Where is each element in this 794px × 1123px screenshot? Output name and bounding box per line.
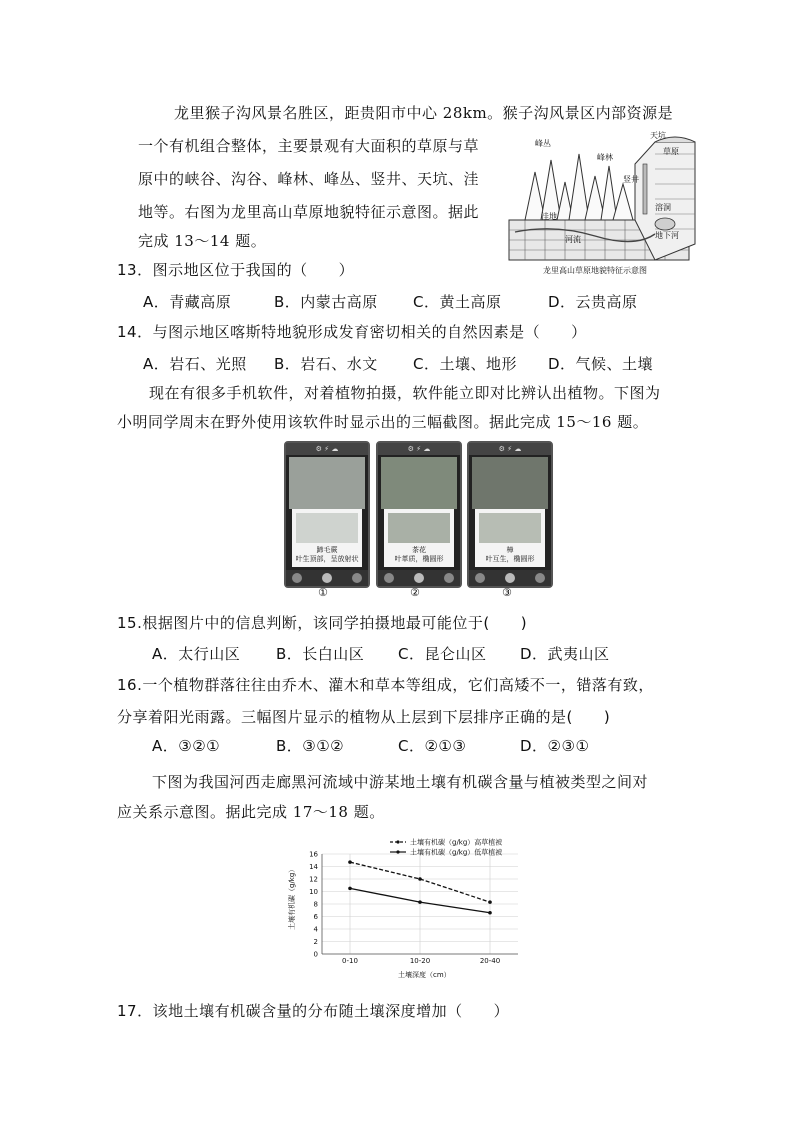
plant-info-card	[384, 509, 454, 567]
plant-name: 樟	[506, 546, 514, 554]
q14-option-d[interactable]: D．气候、土壤	[548, 355, 654, 373]
label-peak-cluster: 峰丛	[535, 139, 551, 148]
label-river: 河流	[565, 235, 581, 244]
q15-stem: 15.根据图片中的信息判断，该同学拍摄地最可能位于( )	[117, 614, 528, 632]
plant-info-card	[475, 509, 545, 567]
phone-toolbar	[378, 570, 460, 586]
y-tick-label: 16	[309, 850, 318, 859]
camera-button[interactable]	[414, 573, 424, 583]
plant-name: 蹄毛蕨	[316, 546, 338, 554]
karst-landform-figure	[505, 124, 700, 276]
q13-option-a[interactable]: A．青藏高原	[143, 293, 232, 311]
plant-desc: 叶生顶部，呈放射状	[295, 555, 359, 563]
phone-status-bar: ⚙ ⚡ ☁	[378, 443, 460, 455]
phone-toolbar	[469, 570, 551, 586]
q13-option-d[interactable]: D．云贵高原	[548, 293, 638, 311]
q16-option-a[interactable]: A．③②①	[152, 737, 221, 755]
phone-screenshot-2	[376, 441, 462, 588]
y-tick-label: 12	[309, 875, 318, 884]
y-tick-label: 10	[309, 888, 318, 896]
camera-button[interactable]	[322, 573, 332, 583]
plant-photo	[289, 457, 365, 509]
chart-legend	[390, 838, 502, 857]
intro2-line-2: 小明同学周末在野外使用该软件时显示出的三幅截图。据此完成 15～16 题。	[117, 413, 649, 431]
intro1-line-3: 原中的峡谷、沟谷、峰林、峰丛、竖井、天坑、洼	[138, 170, 480, 188]
intro1-line-1: 龙里猴子沟风景名胜区，距贵阳市中心 28km。猴子沟风景区内部资源是	[174, 104, 674, 122]
gallery-button[interactable]	[384, 573, 394, 583]
plant-thumb	[388, 513, 450, 543]
q13-stem: 13．图示地区位于我国的（ ）	[117, 261, 355, 279]
phone-number-1: ①	[318, 586, 328, 599]
chart-axes	[309, 851, 518, 966]
label-sinkhole: 天坑	[650, 131, 666, 140]
q14-option-c[interactable]: C．土壤、地形	[413, 355, 517, 373]
chart-ylabel: 土壤有机碳（g/kg）	[288, 865, 296, 930]
phone-number-3: ③	[502, 586, 512, 599]
x-tick-label: 10-20	[409, 957, 431, 965]
plant-thumb	[296, 513, 358, 543]
series-point	[418, 877, 422, 881]
phone-toolbar	[286, 570, 368, 586]
legend-label: 土壤有机碳（g/kg）高草植被	[410, 838, 503, 847]
label-shaft: 竖井	[623, 175, 639, 184]
q16-option-c[interactable]: C．②①③	[398, 737, 467, 755]
phone-status-bar: ⚙ ⚡ ☁	[469, 443, 551, 455]
phone-screenshot-3	[467, 441, 553, 588]
phone-screenshot-1	[284, 441, 370, 588]
series-point	[488, 911, 492, 915]
plant-desc: 叶革质，椭圆形	[394, 555, 444, 563]
q16-option-b[interactable]: B．③①②	[276, 737, 345, 755]
gallery-button[interactable]	[292, 573, 302, 583]
q17-stem: 17．该地土壤有机碳含量的分布随土壤深度增加（ ）	[117, 1002, 510, 1020]
karst-diagram	[505, 124, 700, 264]
legend-label: 土壤有机碳（g/kg）低草植被	[410, 848, 503, 857]
x-tick-label: 20-40	[479, 957, 501, 965]
settings-button[interactable]	[444, 573, 454, 583]
chart-svg	[282, 832, 532, 980]
settings-button[interactable]	[535, 573, 545, 583]
plant-name: 茶花	[412, 546, 426, 554]
gallery-button[interactable]	[475, 573, 485, 583]
intro1-line-2: 一个有机组合整体，主要景观有大面积的草原与草	[138, 137, 480, 155]
phone-number-2: ②	[410, 586, 420, 599]
chart-xlabel: 土壤深度（cm）	[398, 971, 451, 979]
y-tick-label: 14	[309, 863, 318, 871]
label-depression: 洼地	[541, 212, 557, 221]
q14-option-b[interactable]: B．岩石、水文	[274, 355, 378, 373]
camera-button[interactable]	[505, 573, 515, 583]
intro3-line-1: 下图为我国河西走廊黑河流域中游某地土壤有机碳含量与植被类型之间对	[152, 773, 649, 791]
intro1-line-4: 地等。右图为龙里高山草原地貌特征示意图。据此	[138, 203, 480, 221]
label-karst-cave: 溶洞	[655, 203, 671, 212]
q15-option-d[interactable]: D．武夷山区	[520, 645, 610, 663]
q15-option-b[interactable]: B．长白山区	[276, 645, 365, 663]
plant-thumb	[479, 513, 541, 543]
soil-carbon-chart	[282, 832, 532, 980]
y-tick-label: 6	[313, 913, 318, 921]
x-tick-label: 0-10	[342, 957, 358, 965]
settings-button[interactable]	[352, 573, 362, 583]
y-tick-label: 8	[313, 900, 318, 909]
legend-marker	[396, 840, 399, 843]
label-peak-forest: 峰林	[597, 153, 613, 162]
chart-grid	[322, 854, 518, 954]
plant-photo	[381, 457, 457, 509]
y-tick-label: 4	[313, 925, 318, 934]
q13-option-c[interactable]: C．黄土高原	[413, 293, 502, 311]
q16-option-d[interactable]: D．②③①	[520, 737, 590, 755]
series-point	[348, 887, 352, 891]
series-point	[348, 860, 352, 864]
label-underground-river: 地下河	[655, 231, 679, 240]
legend-marker	[396, 850, 399, 853]
q16-stem-line-1: 16.一个植物群落往往由乔木、灌木和草本等组成，它们高矮不一，错落有致，	[117, 676, 654, 694]
q16-stem-line-2: 分享着阳光雨露。三幅图片显示的植物从上层到下层排序正确的是( )	[117, 708, 611, 726]
figure-caption: 龙里高山草原地貌特征示意图	[543, 266, 647, 275]
intro1-line-5: 完成 13～14 题。	[138, 232, 267, 250]
q14-option-a[interactable]: A．岩石、光照	[143, 355, 247, 373]
plant-photo	[472, 457, 548, 509]
series-point	[418, 900, 422, 904]
y-tick-label: 0	[313, 950, 318, 959]
label-grassland: 草原	[663, 147, 679, 156]
q15-option-a[interactable]: A．太行山区	[152, 645, 241, 663]
q13-option-b[interactable]: B．内蒙古高原	[274, 293, 378, 311]
intro3-line-2: 应关系示意图。据此完成 17～18 题。	[117, 803, 385, 821]
plant-desc: 叶互生，椭圆形	[485, 555, 535, 563]
series-point	[488, 900, 492, 904]
q14-stem: 14．与图示地区喀斯特地貌形成发育密切相关的自然因素是（ ）	[117, 323, 587, 341]
q15-option-c[interactable]: C．昆仑山区	[398, 645, 487, 663]
plant-info-card	[292, 509, 362, 567]
y-tick-label: 2	[313, 938, 318, 946]
phone-status-bar: ⚙ ⚡ ☁	[286, 443, 368, 455]
intro2-line-1: 现在有很多手机软件，对着植物拍摄，软件能立即对比辨认出植物。下图为	[149, 384, 661, 402]
